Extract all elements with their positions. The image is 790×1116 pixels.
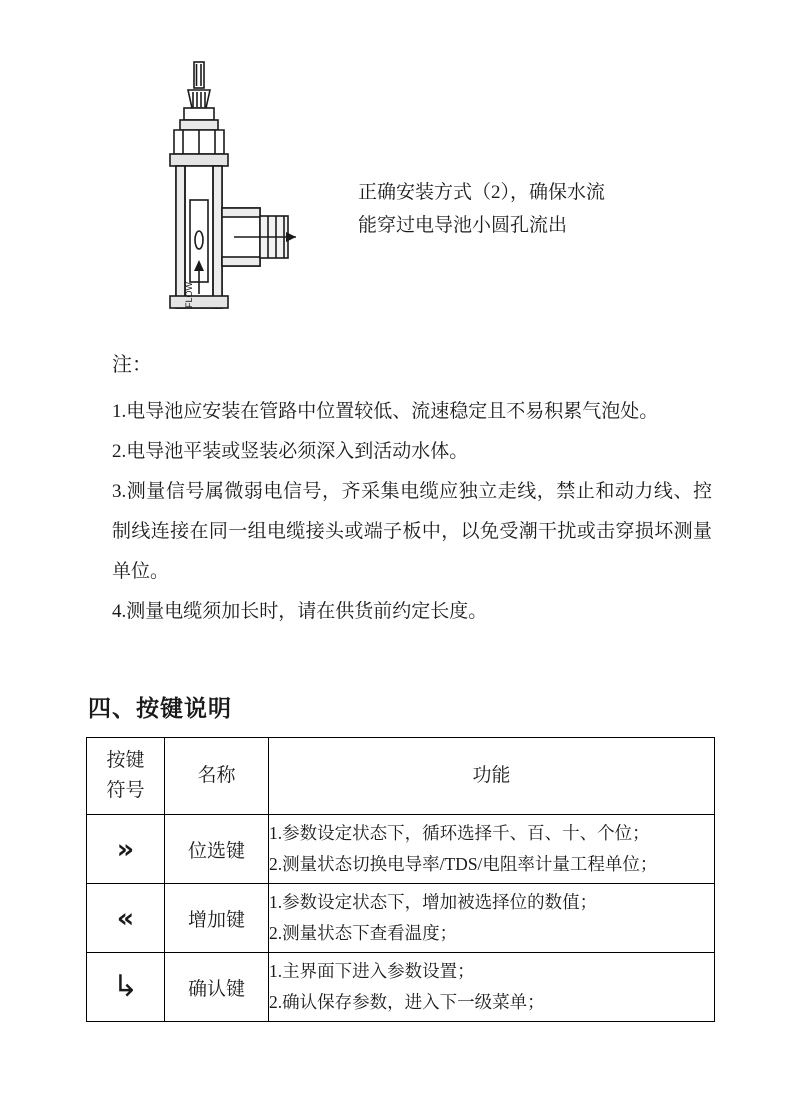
installation-figure-block [0, 50, 790, 320]
table-row [87, 953, 715, 1022]
section-heading-key-description: 四、按键说明 [88, 695, 232, 721]
enter-key-name: 确认键 [165, 953, 269, 1022]
table-row [87, 815, 715, 884]
flow-label: FLOW [184, 282, 194, 308]
conductivity-cell-installation-diagram [150, 50, 370, 320]
increase-key-function-line-2: 2.测量状态下查看温度； [269, 923, 458, 943]
shift-key-function-line-2: 2.测量状态切换电导率/TDS/电阻率计量工程单位； [269, 854, 658, 874]
shift-key-function [269, 815, 715, 884]
header-name: 名称 [165, 738, 269, 815]
note-item-1: 1.电导池应安装在管路中位置较低、流速稳定且不易积累气泡处。 [112, 401, 659, 422]
enter-key-function-line-2: 2.确认保存参数，进入下一级菜单； [269, 992, 545, 1012]
key-description-table [86, 737, 715, 1022]
table-row [87, 884, 715, 953]
note-item-2: 2.电导池平装或竖装必须深入到活动水体。 [112, 441, 469, 462]
increase-key-symbol-cell [87, 884, 165, 953]
shift-key-function-line-1: 1.参数设定状态下，循环选择千、百、十、个位； [269, 823, 650, 843]
notes-title: 注： [112, 354, 152, 376]
header-symbol-line-1: 按键 [106, 750, 145, 771]
table-header-row [87, 738, 715, 815]
double-chevron-up-icon: « [116, 902, 135, 934]
shift-key-symbol-cell [87, 815, 165, 884]
enter-key-function-line-1: 1.主界面下进入参数设置； [269, 961, 475, 981]
figure-caption [358, 176, 688, 242]
shift-key-name: 位选键 [165, 815, 269, 884]
increase-key-function [269, 884, 715, 953]
enter-key-symbol-cell [87, 953, 165, 1022]
double-chevron-right-icon: » [116, 833, 135, 865]
header-function: 功能 [269, 738, 715, 815]
note-item-3: 3.测量信号属微弱电信号，齐采集电缆应独立走线，禁止和动力线、控制线连接在同一组电缆接头或端子板中，以免受潮干扰或击穿损坏测量单位。 [112, 481, 712, 582]
header-symbol-line-2: 符号 [106, 780, 145, 801]
increase-key-function-line-1: 1.参数设定状态下，增加被选择位的数值； [269, 892, 598, 912]
figure-caption-line-1: 正确安装方式（2），确保水流 [358, 182, 606, 203]
notes-block [112, 348, 712, 632]
figure-caption-line-2: 能穿过电导池小圆孔流出 [358, 215, 568, 236]
header-symbol [87, 738, 165, 815]
increase-key-name: 增加键 [165, 884, 269, 953]
note-item-4: 4.测量电缆须加长时，请在供货前约定长度。 [112, 601, 488, 622]
enter-return-icon: ↲ [112, 969, 139, 1004]
enter-key-function [269, 953, 715, 1022]
